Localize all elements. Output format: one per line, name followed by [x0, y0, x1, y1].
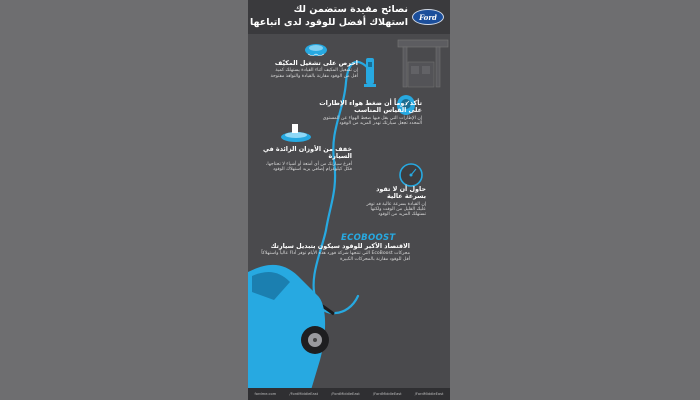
footer-instagram-link[interactable]: /FordMiddleEast — [372, 392, 402, 396]
ford-logo: Ford — [412, 9, 444, 25]
tip-title: خفف من الأوزان الزائدة في السيارة — [263, 145, 352, 161]
page-header — [248, 0, 450, 34]
footer-social-bar — [248, 388, 450, 400]
tip-body: إن الإطارات التي يقل فيها ضغط الهواء عن المستوى المحدد تجعل سيارتك تهدر المزيد من الوقود — [322, 115, 422, 126]
footer-website-link[interactable]: fordme.com — [254, 392, 277, 396]
speedometer-icon — [400, 164, 422, 186]
tip-body: أفرغ سيارتك من أي أمتعة أو أشياء لا تحتاجها، فكل كيلوغرام إضافي يزيد استهلاك الوقود — [265, 161, 352, 172]
footer-youtube-link[interactable]: /FordMiddleEast — [414, 392, 444, 396]
page-title-line-1: نصائح مفيدة ستضمن لك — [293, 4, 408, 15]
gas-station-icon — [364, 40, 448, 87]
tip-title: احرص على تشغيل المكيّف — [274, 59, 358, 67]
tip-ecoboost — [260, 243, 410, 262]
air-conditioner-icon — [305, 44, 327, 56]
tip-title: تأكد دوماً أن ضغط هواء الإطارات على القياس المناسب — [319, 99, 422, 115]
tip-title: حاول أن لا تقود بسرعة عالية — [376, 185, 426, 201]
tip-tire-pressure — [312, 100, 422, 126]
tip-body: إن القيادة بسرعة عالية قد توفر عليك القليل من الوقت ولكنها تستهلك المزيد من الوقود — [366, 201, 426, 218]
tip-air-conditioning — [268, 60, 358, 79]
footer-facebook-link[interactable]: /FordMiddleEast — [289, 392, 319, 396]
ecoboost-logo: ECOBOOST — [341, 233, 396, 243]
tip-extra-weight — [257, 146, 352, 172]
page-title-line-2: استهلاك أفضل للوقود لدى اتباعها — [249, 17, 408, 28]
car-illustration — [248, 265, 329, 400]
infographic-poster — [248, 0, 450, 400]
tip-title: الاقتصاد الأكبر للوقود سيكون بتبديل سيارتك — [270, 242, 410, 250]
tip-high-speed — [364, 186, 426, 218]
weight-icon — [281, 124, 311, 142]
tip-body: محركات EcoBoost التي تنتجها شركة فورد هذه الأيام توفر أداءً عالياً واستهلاكاً أقل للوقود مقارنة بالمحركات الكبيرة — [261, 251, 410, 262]
tip-body: إن تشغيل المكيف أثناء القيادة يستهلك كمية أقل من الوقود مقارنة بالقيادة والنوافذ مفتوحة — [270, 68, 358, 79]
footer-twitter-link[interactable]: /FordMiddleEast — [331, 392, 360, 396]
